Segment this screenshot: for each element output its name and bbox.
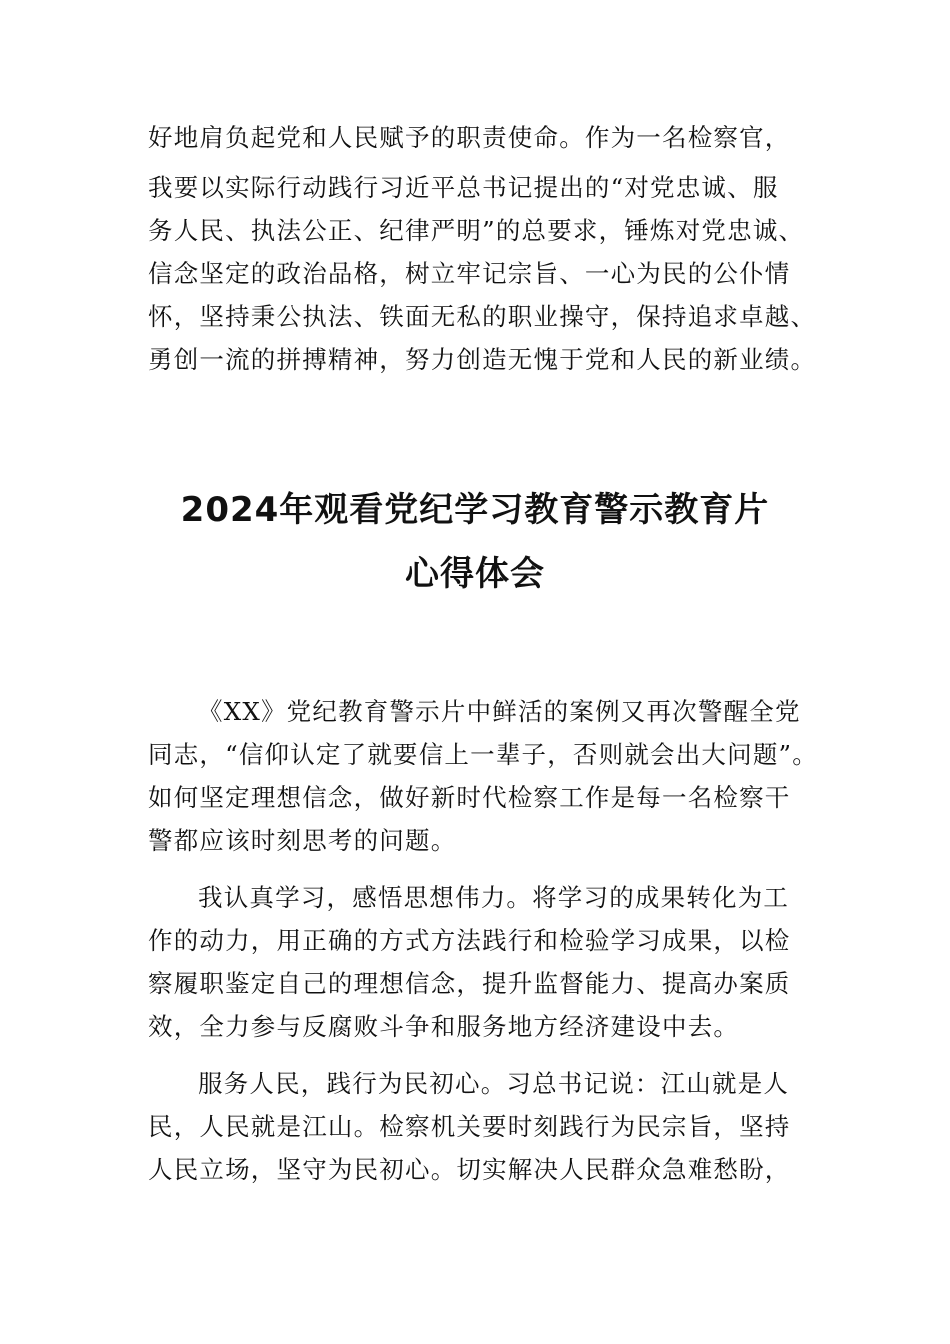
text-line: 同志，“信仰认定了就要信上一辈子，否则就会出大问题”。 — [148, 740, 818, 769]
text-line: 怀，坚持秉公执法、铁面无私的职业操守，保持追求卓越、 — [148, 302, 817, 331]
continuation-paragraph — [148, 116, 838, 159]
text-line: 《XX》党纪教育警示片中鲜活的案例又再次警醒全党 — [198, 697, 801, 726]
text-line: 效，全力参与反腐败斗争和服务地方经济建设中去。 — [148, 1012, 740, 1041]
text-line: 作的动力，用正确的方式方法践行和检验学习成果，以检 — [148, 926, 791, 955]
text-line: 服务人民，践行为民初心。习总书记说：江山就是人 — [198, 1069, 790, 1098]
text-line: 警都应该时刻思考的问题。 — [148, 826, 457, 855]
continuation-paragraph-2 — [148, 166, 838, 381]
text-line: 好地肩负起党和人民赋予的职责使命。作为一名检察官， — [148, 123, 791, 152]
text-line: 民，人民就是江山。检察机关要时刻践行为民宗旨，坚持 — [148, 1112, 791, 1141]
text-line: 我要以实际行动践行习近平总书记提出的“对党忠诚、服 — [148, 173, 779, 202]
text-line: 如何坚定理想信念，做好新时代检察工作是每一名检察干 — [148, 783, 791, 812]
text-line: 人民立场，坚守为民初心。切实解决人民群众急难愁盼， — [148, 1155, 791, 1184]
text-line: 察履职鉴定自己的理想信念，提升监督能力、提高办案质 — [148, 969, 791, 998]
text-line: 务人民、执法公正、纪律严明”的总要求，锤炼对党忠诚、 — [148, 216, 805, 245]
body-paragraph-2 — [148, 876, 838, 1048]
text-line: 勇创一流的拼搏精神，努力创造无愧于党和人民的新业绩。 — [148, 345, 817, 374]
article-title-line-1: 2024年观看党纪学习教育警示教育片 — [180, 490, 770, 530]
article-title-line-2: 心得体会 — [405, 554, 545, 594]
body-paragraph-3 — [148, 1062, 838, 1191]
text-line: 我认真学习，感悟思想伟力。将学习的成果转化为工 — [198, 883, 790, 912]
text-line: 信念坚定的政治品格，树立牢记宗旨、一心为民的公仆情 — [148, 259, 791, 288]
body-paragraph-1 — [148, 690, 838, 862]
